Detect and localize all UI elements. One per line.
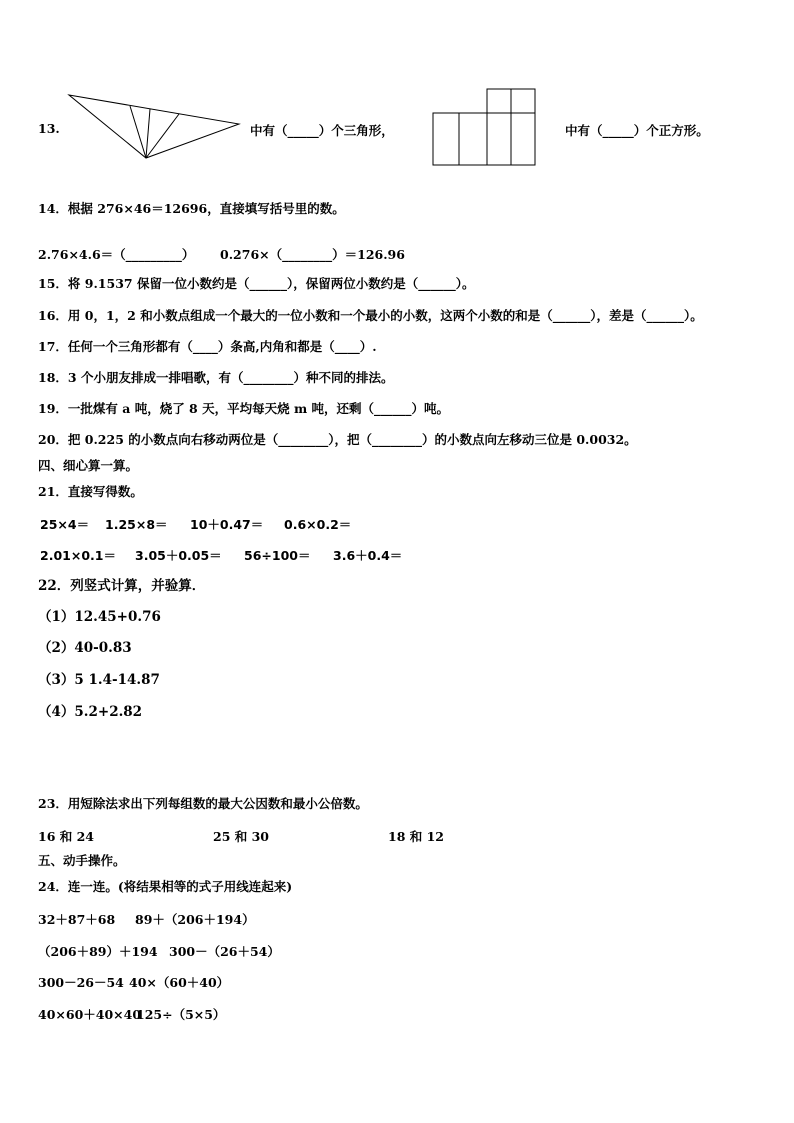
- q14-b: 0.276×（________）＝126.96: [220, 247, 405, 262]
- q24-right-expr: 40×（60＋40）: [129, 975, 230, 990]
- q21-r2-item: 2.01×0.1＝: [40, 548, 116, 563]
- q23-item: 25 和 30: [213, 829, 269, 844]
- q21-r1-item: 1.25×8＝: [105, 517, 168, 532]
- q23-item: 16 和 24: [38, 829, 94, 844]
- q13-square-question: 中有（_____）个正方形。: [565, 123, 709, 138]
- q14-a: 2.76×4.6＝（_________）: [38, 247, 195, 262]
- q15: 15．将 9.1537 保留一位小数约是（______），保留两位小数约是（______）。: [38, 276, 475, 291]
- q22-item: （1）12.45+0.76: [38, 609, 161, 625]
- q21-r2-item: 3.6＋0.4＝: [333, 548, 403, 563]
- q16: 16．用 0，1，2 和小数点组成一个最大的一位小数和一个最小的小数，这两个小数的和是（______），差是（______）。: [38, 308, 703, 323]
- q21-r2-item: 3.05＋0.05＝: [135, 548, 222, 563]
- q21-r1-item: 10＋0.47＝: [190, 517, 264, 532]
- triangle-figure: [66, 92, 242, 162]
- q23-item: 18 和 12: [388, 829, 444, 844]
- q24-right-expr: 89＋（206＋194）: [135, 912, 255, 927]
- q24-stem: 24．连一连。(将结果相等的式子用线连起来): [38, 879, 293, 894]
- q23-stem: 23．用短除法求出下列每组数的最大公因数和最小公倍数。: [38, 796, 368, 811]
- q24-left-expr: 40×60＋40×40: [38, 1007, 142, 1022]
- q22-item: （4）5.2+2.82: [38, 704, 143, 720]
- q17: 17．任何一个三角形都有（____）条高,内角和都是（____）.: [38, 339, 377, 354]
- q13-triangle-question: 中有（_____）个三角形，: [250, 123, 394, 138]
- section-5-title: 五、动手操作。: [38, 853, 126, 868]
- section-4-title: 四、细心算一算。: [38, 458, 139, 473]
- q14-stem: 14．根据 276×46＝12696，直接填写括号里的数。: [38, 201, 345, 216]
- q22-item: （2）40-0.83: [38, 640, 132, 656]
- q19: 19．一批煤有 a 吨，烧了 8 天，平均每天烧 m 吨，还剩（______）吨。: [38, 401, 450, 416]
- q22-item: （3）5 1.4-14.87: [38, 672, 160, 688]
- q21-r1-item: 0.6×0.2＝: [284, 517, 352, 532]
- q24-left-expr: （206＋89）＋194: [38, 944, 158, 959]
- q13-number: 13.: [38, 121, 60, 136]
- q24-right-expr: 300－（26＋54）: [169, 944, 280, 959]
- q22-stem: 22．列竖式计算，并验算．: [38, 578, 206, 594]
- q24-right-expr: 125÷（5×5）: [136, 1007, 226, 1022]
- q21-r1-item: 25×4＝: [40, 517, 90, 532]
- q21-r2-item: 56÷100＝: [244, 548, 311, 563]
- q20: 20．把 0.225 的小数点向右移动两位是（________），把（________）的小数点向左移动三位是 0.0032。: [38, 432, 637, 447]
- q24-left-expr: 300－26－54: [38, 975, 124, 990]
- squares-figure: [432, 88, 538, 168]
- q21-stem: 21．直接写得数。: [38, 484, 143, 499]
- q18: 18．3 个小朋友排成一排唱歌，有（________）种不同的排法。: [38, 370, 394, 385]
- q24-left-expr: 32＋87＋68: [38, 912, 116, 927]
